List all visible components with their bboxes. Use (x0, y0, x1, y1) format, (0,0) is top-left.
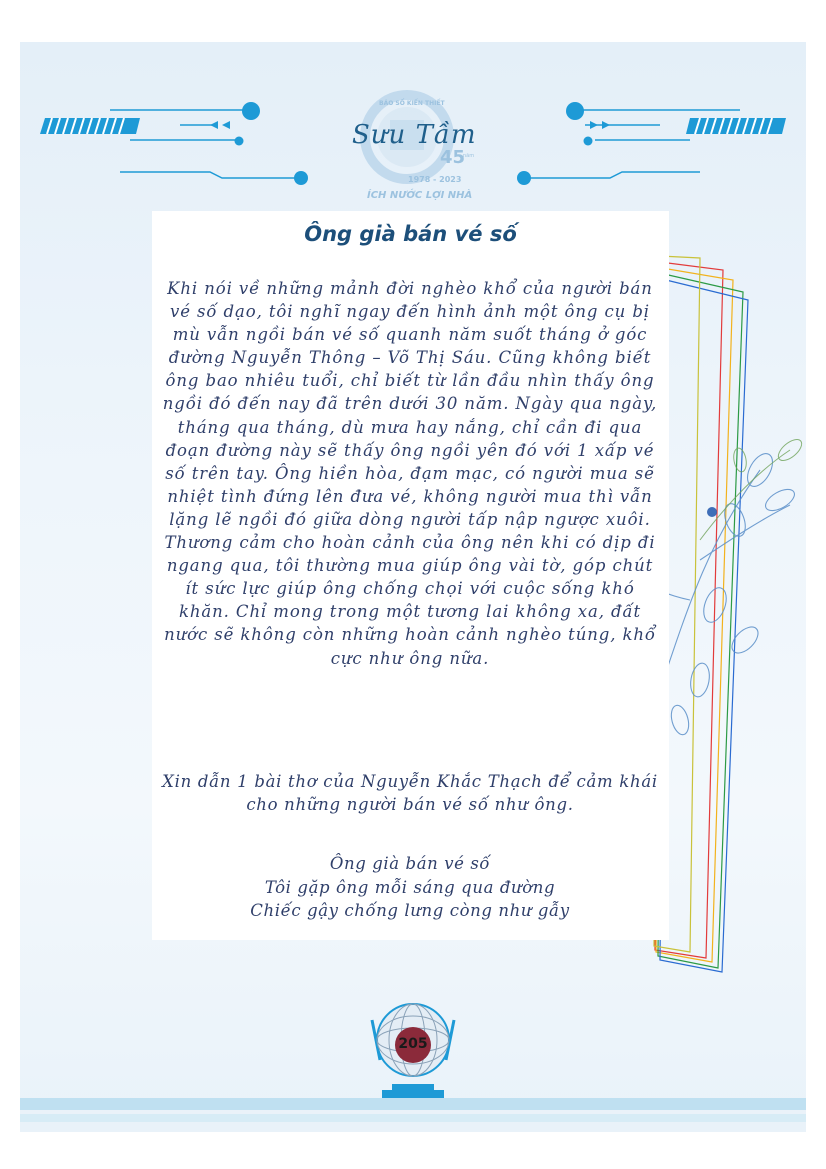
logo-slogan: ÍCH NƯỚC LỢI NHÀ (367, 190, 473, 201)
poem (160, 852, 660, 923)
logo-years-badge: 45 (440, 147, 466, 168)
logo-arc-text: BÁO SỐ KIẾN THIẾT (379, 100, 445, 107)
logo-years-range: 1978 - 2023 (408, 175, 462, 184)
floral-branch-green (700, 436, 805, 540)
page-number: 205 (398, 1036, 428, 1052)
poem-line: Tôi gặp ông mỗi sáng qua đường (264, 877, 556, 897)
section-label: Sưu Tầm (352, 120, 477, 150)
poem-title: Ông già bán vé số (329, 854, 491, 873)
article-intro: Xin dẫn 1 bài thơ của Nguyễn Khắc Thạch để cảm khái cho những người bán vé số như ông. (162, 772, 658, 815)
article-title: Ông già bán vé số (304, 222, 517, 246)
poem-line: Chiếc gậy chống lưng còng như gẫy (250, 901, 570, 920)
flower-bud (707, 507, 717, 517)
logo-years-unit: năm (463, 153, 475, 159)
bottom-band-2 (20, 1114, 806, 1122)
article-body: Khi nói về những mảnh đời nghèo khổ của người bán vé số dạo, tôi nghĩ ngay đến hình ảnh một ông cụ bị mù vẫn ngồi bán vé số quanh năm suốt tháng ở góc đường Nguyễn Thông – Võ Thị Sáu. Cũng không biết ông bao nhiêu tuổi, chỉ biết từ lần đầu nhìn thấy ông ngồi đó đến nay đã trên dưới 30 năm. Ngày qua ngày, tháng qua tháng, dù mưa hay nắng, chỉ cần đi qua đoạn đường này sẽ thấy ông ngồi yên đó với 1 xấp vé số trên tay. Ông hiền hòa, đạm mạc, có người mua sẽ nhiệt tình đứng lên đưa vé, không người mua thì vẫn lặng lẽ ngồi đó giữa dòng người tấp nập ngược xuôi. Thương cảm cho hoàn cảnh của ông nên khi có dịp đi ngang qua, tôi thường mua giúp ông vài tờ, góp chút ít sức lực giúp ông chống chọi với cuộc sống khó khăn. Chỉ mong trong một tương lai không xa, đất nước sẽ không còn những hoàn cảnh nghèo túng, khổ cực như ông nữa. (162, 279, 658, 668)
bottom-band-1 (20, 1098, 806, 1110)
